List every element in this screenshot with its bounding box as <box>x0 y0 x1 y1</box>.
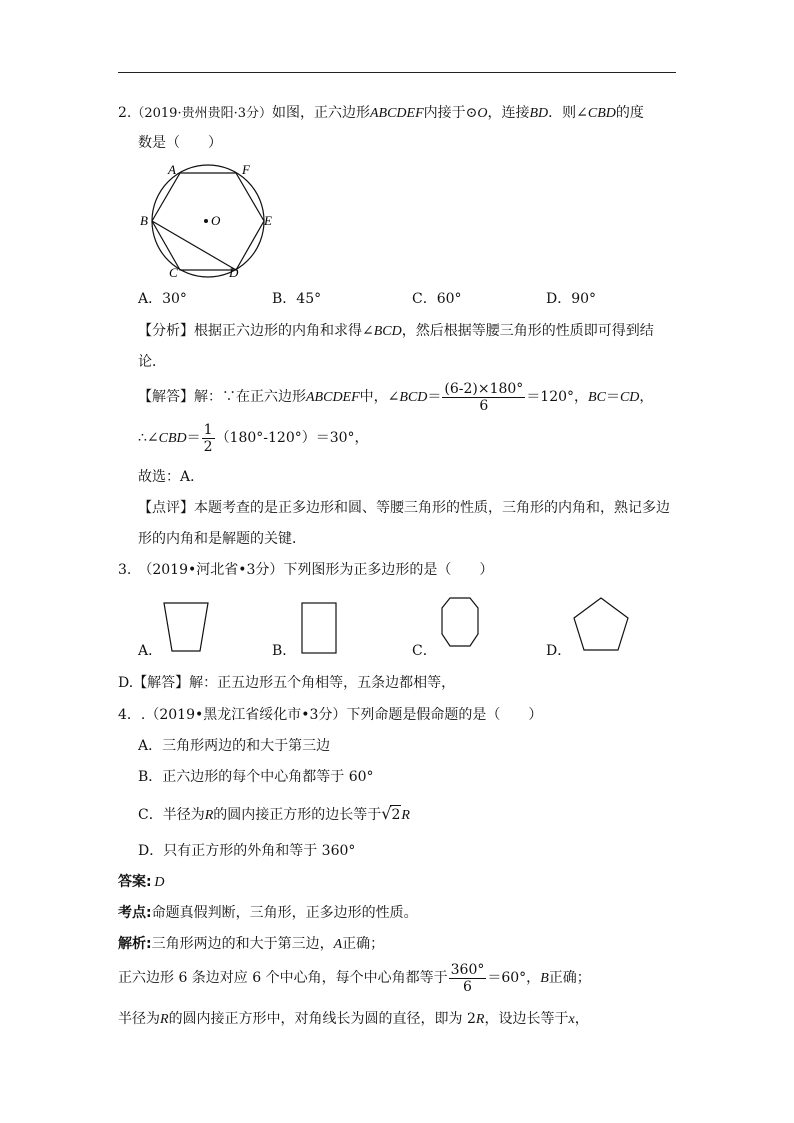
fraction-half: $\frac{1}{2}$ <box>203 421 213 455</box>
label-a: A <box>168 162 176 177</box>
q3-option-a: A． <box>138 643 163 659</box>
label-o: O <box>211 213 221 228</box>
fraction-central-angle: $\frac{360^\circ}{6}$ <box>450 961 485 995</box>
label-e: E <box>264 213 272 228</box>
q4-kaodian-line: 考点:命题真假判断，三角形，正多边形的性质。 <box>118 905 418 921</box>
q3-option-b: B． <box>272 643 297 659</box>
q3-option-d: D． <box>546 643 572 659</box>
q3-answer-line: D.【解答】解：正五边形五个角相等，五条边都相等， <box>118 675 456 691</box>
q4-jiexi-line-1: 解析:三角形两边的和大于第三边，A正确； <box>118 936 385 952</box>
q2-choice-line: 故选：A． <box>138 469 205 485</box>
q2-option-a: A．30° <box>138 291 187 307</box>
fraction-interior-angle: $\frac{(6-2)\times 180^\circ}{6}$ <box>444 380 524 414</box>
q2-stem-line-1: 2.（2019·贵州贵阳·3分）如图，正六边形ABCDEF内接于⊙O，连接BD．则∠CBD的度 <box>118 105 644 121</box>
rectangle-shape <box>300 601 340 655</box>
label-c: C <box>169 265 178 280</box>
q2-option-c: C．60° <box>412 291 462 307</box>
q2-option-d: D．90° <box>546 291 597 307</box>
q4-option-d: D．只有正方形的外角和等于 360° <box>138 843 356 859</box>
header-rule <box>118 72 676 73</box>
q4-answer-line: 答案: D <box>118 874 165 890</box>
q2-solution-line-2: ∴∠CBD＝ $\frac{1}{2}$ （180°-120°）＝30°， <box>138 421 369 455</box>
pentagon-shape <box>573 596 631 654</box>
q4-stem: 4．.（2019•黑龙江省绥化市•3分）下列命题是假命题的是（ ） <box>118 707 543 723</box>
label-b: B <box>140 213 148 228</box>
q2-solution-line-1: 【解答】解：∵在正六边形ABCDEF中，∠BCD＝ $\frac{(6-2)\times 180^\circ}{6}$ ＝120°，BC＝CD， <box>138 380 654 414</box>
hexagon-circle-figure <box>136 158 286 283</box>
q2-comment-line-2: 形的内角和是解题的关键． <box>138 531 306 547</box>
octagon-shape <box>440 596 482 650</box>
q4-option-c: C．半径为R的圆内接正方形的边长等于√2R <box>138 804 410 823</box>
q2-option-b: B．45° <box>272 291 322 307</box>
q2-stem-line-2: 数是（ ） <box>138 135 222 151</box>
trapezoid-shape <box>162 601 212 655</box>
q4-option-a: A．三角形两边的和大于第三边 <box>138 738 331 754</box>
q4-option-b: B．正六边形的每个中心角都等于 60° <box>138 769 374 785</box>
q4-jiexi-line-2: 正六边形 6 条边对应 6 个中心角，每个中心角都等于 $\frac{360^\circ}{6}$ ＝60°，B正确； <box>118 961 591 995</box>
label-f: F <box>242 162 250 177</box>
q3-stem: 3. （2019•河北省•3分）下列图形为正多边形的是（ ） <box>118 562 494 578</box>
q2-analysis-line-2: 论． <box>138 354 166 370</box>
q3-option-c: C． <box>412 643 437 659</box>
q2-comment-line-1: 【点评】本题考查的是正多边形和圆、等腰三角形的性质，三角形的内角和，熟记多边 <box>138 500 670 516</box>
q4-jiexi-line-3: 半径为R的圆内接正方形中，对角线长为圆的直径，即为 2R，设边长等于x， <box>118 1011 589 1027</box>
q2-analysis-line-1: 【分析】根据正六边形的内角和求得∠BCD，然后根据等腰三角形的性质即可得到结 <box>138 323 654 339</box>
label-d: D <box>229 265 239 280</box>
